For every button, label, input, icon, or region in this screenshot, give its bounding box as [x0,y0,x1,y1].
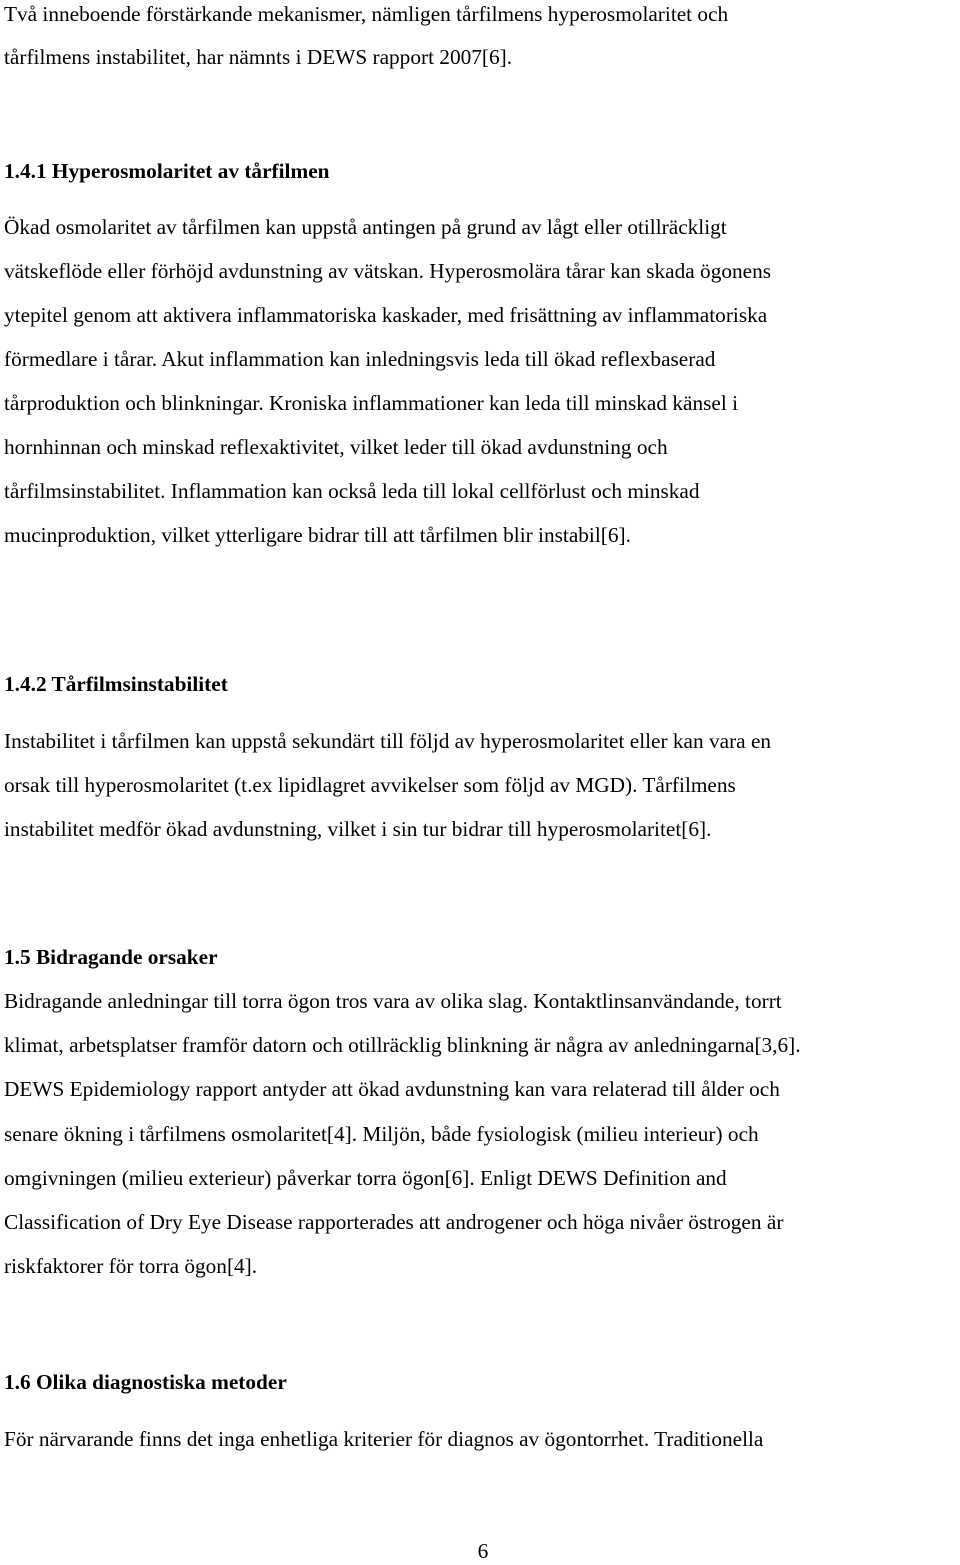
paragraph-line: Ökad osmolaritet av tårfilmen kan uppstå antingen på grund av lågt eller otillräckligt [4,215,727,239]
page-number: 6 [477,1539,489,1563]
paragraph-line: senare ökning i tårfilmens osmolaritet[4]. Miljön, både fysiologisk (milieu interieur) och [4,1122,759,1146]
paragraph-line: vätskeflöde eller förhöjd avdunstning av vätskan. Hyperosmolära tårar kan skada ögonens [4,259,772,283]
paragraph-line: hornhinnan och minskad reflexaktivitet, vilket leder till ökad avdunstning och [4,435,668,459]
paragraph-line: instabilitet medför ökad avdunstning, vilket i sin tur bidrar till hyperosmolaritet[6]. [4,817,712,841]
paragraph-line: tårfilmsinstabilitet. Inflammation kan också leda till lokal cellförlust och minskad [4,479,700,503]
section-heading-1-4-2: 1.4.2 Tårfilmsinstabilitet [4,672,228,696]
paragraph-line: För närvarande finns det inga enhetliga kriterier för diagnos av ögontorrhet. Traditionella [4,1427,764,1451]
section-heading-1-6: 1.6 Olika diagnostiska metoder [4,1370,287,1394]
paragraph-line: Classification of Dry Eye Disease rapporterades att androgener och höga nivåer östrogen är [4,1210,784,1234]
paragraph-line: DEWS Epidemiology rapport antyder att ökad avdunstning kan vara relaterad till ålder och [4,1077,780,1101]
intro-line: Två inneboende förstärkande mekanismer, nämligen tårfilmens hyperosmolaritet och [4,2,729,26]
paragraph-line: ytepitel genom att aktivera inflammatoriska kaskader, med frisättning av inflammatoriska [4,303,768,327]
paragraph-line: Instabilitet i tårfilmen kan uppstå sekundärt till följd av hyperosmolaritet eller kan vara en [4,729,772,753]
paragraph-line: förmedlare i tårar. Akut inflammation kan inledningsvis leda till ökad reflexbaserad [4,347,716,371]
paragraph-line: riskfaktorer för torra ögon[4]. [4,1254,258,1278]
paragraph-line: tårproduktion och blinkningar. Kroniska inflammationer kan leda till minskad känsel i [4,391,738,415]
paragraph-line: Bidragande anledningar till torra ögon tros vara av olika slag. Kontaktlinsanvändande, torrt [4,989,782,1013]
paragraph-line: orsak till hyperosmolaritet (t.ex lipidlagret avvikelser som följd av MGD). Tårfilmens [4,773,736,797]
paragraph-line: mucinproduktion, vilket ytterligare bidrar till att tårfilmen blir instabil[6]. [4,523,631,547]
intro-line: tårfilmens instabilitet, har nämnts i DEWS rapport 2007[6]. [4,45,513,69]
section-heading-1-4-1: 1.4.1 Hyperosmolaritet av tårfilmen [4,159,330,183]
section-heading-1-5: 1.5 Bidragande orsaker [4,945,218,969]
paragraph-line: omgivningen (milieu exterieur) påverkar torra ögon[6]. Enligt DEWS Definition and [4,1166,727,1190]
paragraph-line: klimat, arbetsplatser framför datorn och otillräcklig blinkning är några av anledningarna[3,6]. [4,1033,801,1057]
